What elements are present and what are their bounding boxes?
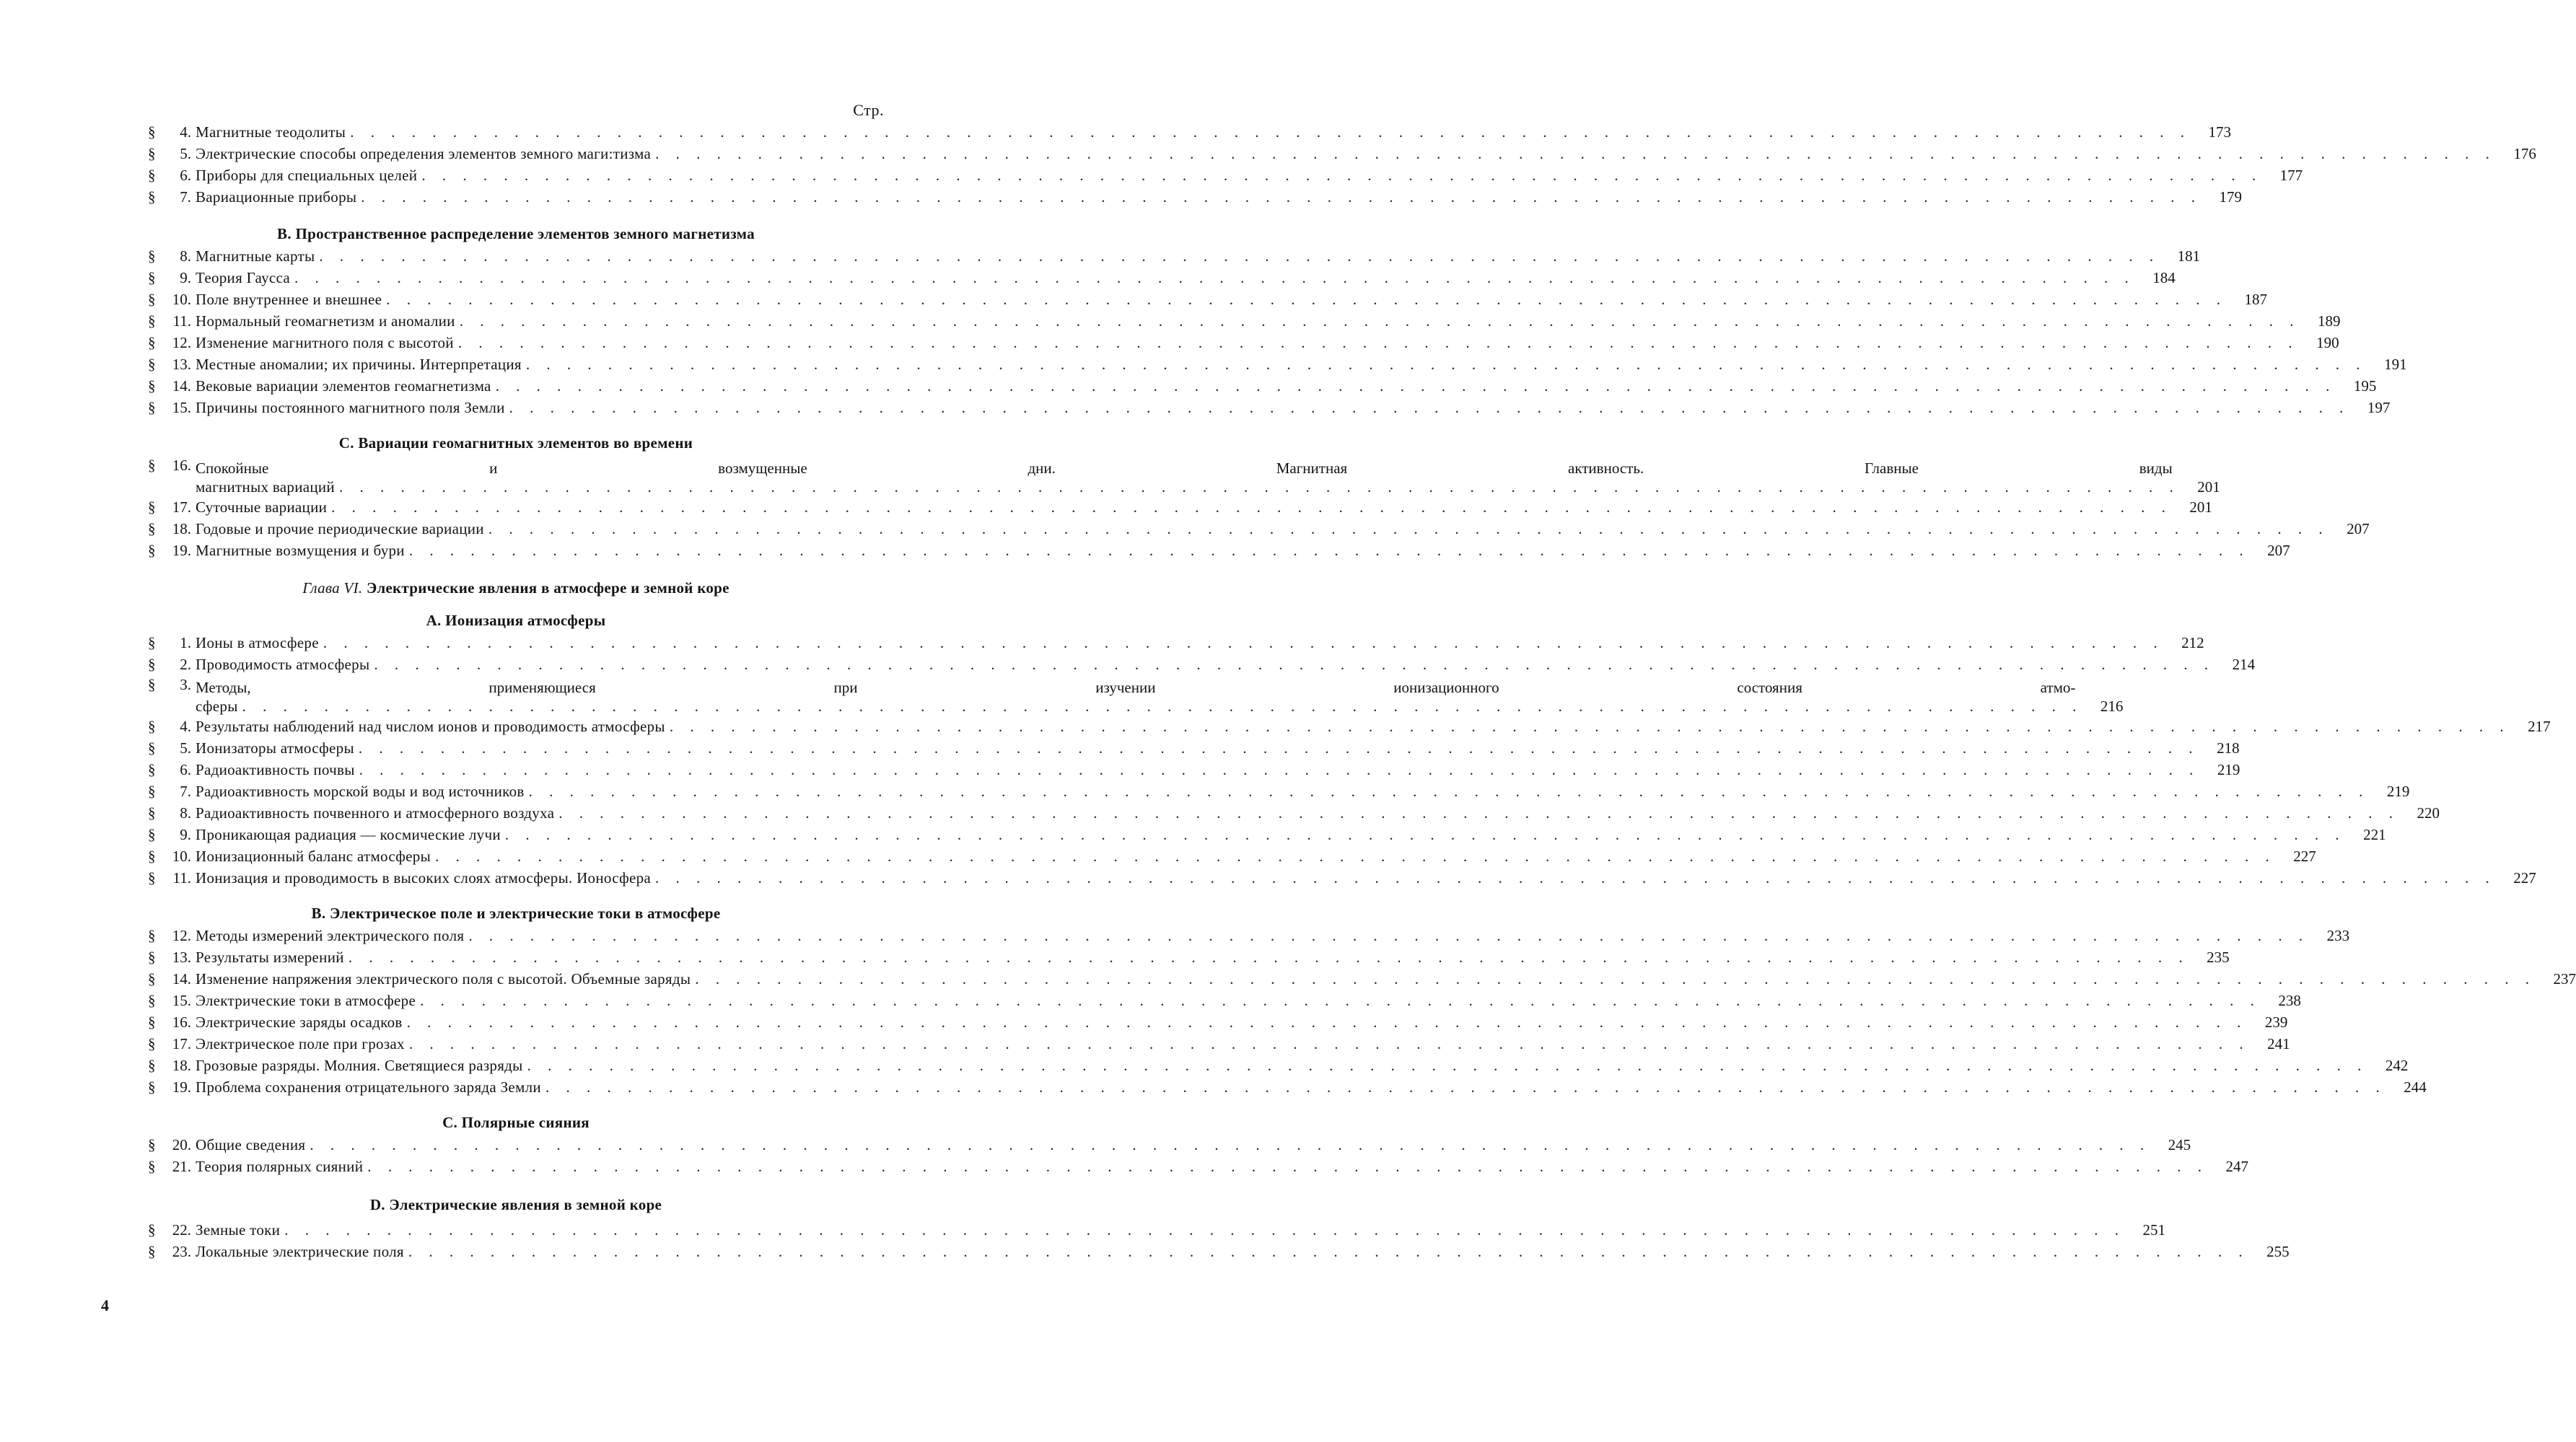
toc-entry <box>148 802 2440 824</box>
ch6-section-d-list <box>148 1219 2290 1262</box>
dot-leader <box>290 267 2135 289</box>
entry-number: 7. <box>180 188 191 206</box>
entry-title: Общие сведения <box>196 1136 306 1153</box>
toc-entry <box>148 824 2386 845</box>
dot-leader <box>319 632 2164 654</box>
entry-page: 216 <box>2100 698 2124 715</box>
section-sign: § <box>148 399 156 416</box>
entry-title: Ионизация и проводимость в высоких слоях атмосферы. Ионосфера <box>196 869 652 887</box>
toc-entry <box>148 946 2230 968</box>
entry-page: 247 <box>2225 1158 2248 1175</box>
entry-number: 13. <box>172 949 191 966</box>
ch6-section-b-list <box>148 925 2576 1098</box>
dot-leader <box>346 121 2191 143</box>
chapter-prefix: Глава VI. <box>302 579 363 597</box>
section-sign: § <box>148 848 156 865</box>
dot-leader <box>491 375 2336 397</box>
section-sign: § <box>148 247 156 265</box>
entry-number: 6. <box>180 167 191 184</box>
entry-page: 244 <box>2404 1078 2427 1096</box>
dot-leader <box>522 353 2367 375</box>
section-sign: § <box>148 634 156 651</box>
entry-page: 184 <box>2152 269 2176 286</box>
dot-leader <box>651 143 2496 164</box>
ch6-section-a-list <box>148 632 2551 889</box>
section-c-list <box>148 456 2370 561</box>
entry-page: 191 <box>2384 356 2407 373</box>
dot-leader <box>554 802 2399 824</box>
entry-number: 12. <box>172 927 191 944</box>
section-sign: § <box>148 970 156 988</box>
entry-page: 217 <box>2528 718 2551 735</box>
entry-title: Нормальный геомагнетизм и аномалии <box>196 312 455 330</box>
section-sign: § <box>148 656 156 673</box>
dot-leader <box>541 1076 2386 1098</box>
dot-leader <box>315 245 2160 267</box>
entry-title: Ионизаторы атмосферы <box>196 739 354 757</box>
dot-leader <box>416 990 2261 1011</box>
entry-number: 18. <box>172 520 191 537</box>
entry-page: 242 <box>2385 1057 2409 1074</box>
entry-number: 5. <box>180 145 191 162</box>
section-heading: С. Вариации геомагнитных элементов во времени <box>338 434 693 452</box>
toc-entry <box>148 737 2240 759</box>
entry-number: 9. <box>180 269 191 286</box>
section-sign: § <box>148 167 156 184</box>
toc-entry <box>148 1033 2290 1055</box>
entry-number: 17. <box>172 1035 191 1052</box>
entry-title: Поле внутреннее и внешнее <box>196 291 382 308</box>
entry-page: 214 <box>2232 656 2256 673</box>
entry-page: 233 <box>2326 927 2350 944</box>
section-heading: В. Электрическое поле и электрические токи в атмосфере <box>311 905 721 922</box>
toc-entry <box>148 925 2350 946</box>
entry-number: 18. <box>172 1057 191 1074</box>
entry-page: 195 <box>2353 377 2377 395</box>
section-b-list <box>148 245 2407 418</box>
section-sign: § <box>148 457 156 474</box>
entry-title-line: магнитных вариаций <box>196 478 335 496</box>
toc-entry <box>148 845 2316 867</box>
entry-page: 177 <box>2279 167 2303 184</box>
toc-entry <box>148 1241 2290 1262</box>
entry-number: 20. <box>172 1136 191 1153</box>
dot-leader <box>404 1241 2249 1262</box>
entry-page: 239 <box>2264 1014 2288 1031</box>
section-sign: § <box>148 334 156 351</box>
entry-number: 13. <box>172 356 191 373</box>
entry-number: 4. <box>180 123 191 141</box>
entry-page: 201 <box>2189 498 2212 516</box>
entry-page: 179 <box>2219 188 2243 206</box>
section-sign: § <box>148 992 156 1009</box>
entry-title: Методы измерений электрического поля <box>196 927 465 944</box>
toc-entry <box>148 353 2407 375</box>
entry-title-line: Методы, применяющиеся при изучении ионизационного состояния атмо- <box>196 679 2076 696</box>
entry-page: 212 <box>2181 634 2204 651</box>
section-sign: § <box>148 1158 156 1175</box>
dot-leader <box>405 1033 2250 1055</box>
toc-entry <box>148 1055 2409 1076</box>
dot-leader <box>501 824 2346 845</box>
entry-title: Суточные вариации <box>196 498 328 516</box>
entry-title: Магнитные карты <box>196 247 315 265</box>
entry-number: 22. <box>172 1221 191 1239</box>
dot-leader <box>455 310 2300 332</box>
entry-title: Земные токи <box>196 1221 281 1239</box>
entry-title: Радиоактивность почвы <box>196 761 355 778</box>
entry-number: 5. <box>180 739 191 757</box>
entry-title: Изменение магнитного поля с высотой <box>196 334 454 351</box>
entry-title: Проблема сохранения отрицательного заряда Земли <box>196 1078 541 1096</box>
toc-entry <box>148 332 2339 353</box>
entry-page: 190 <box>2316 334 2339 351</box>
entry-number: 15. <box>172 992 191 1009</box>
entry-number: 11. <box>172 869 191 887</box>
toc-entry <box>148 716 2551 737</box>
dot-leader <box>403 1011 2248 1033</box>
toc-entry <box>148 121 2231 143</box>
toc-entry <box>148 1134 2191 1156</box>
entry-number: 2. <box>180 656 191 673</box>
entry-title-multiline <box>196 459 2180 496</box>
dot-leader <box>454 332 2299 353</box>
entry-title: Ионы в атмосфере <box>196 634 319 651</box>
dot-leader <box>405 540 2250 561</box>
toc-entry <box>148 245 2201 267</box>
toc-entry <box>148 759 2240 781</box>
entry-title: Местные аномалии; их причины. Интерпретация <box>196 356 522 373</box>
entry-title: Электрические способы определения элементов земного маги:тизма <box>196 145 652 162</box>
entry-page: 221 <box>2363 826 2386 843</box>
entry-number: 23. <box>172 1243 191 1260</box>
entry-number: 11. <box>172 312 191 330</box>
entry-number: 1. <box>180 634 191 651</box>
entry-page: 245 <box>2168 1136 2191 1153</box>
entry-page: 219 <box>2217 761 2240 778</box>
toc-entry <box>148 540 2290 561</box>
dot-leader <box>651 867 2496 889</box>
entry-title-line: Спокойные и возмущенные дни. Магнитная активность. Главные виды <box>196 460 2173 477</box>
section-sign: § <box>148 312 156 330</box>
entry-title: Годовые и прочие периодические вариации <box>196 520 484 537</box>
section-a-tail <box>148 121 2536 208</box>
entry-title: Локальные электрические поля <box>196 1243 404 1260</box>
entry-number: 15. <box>172 399 191 416</box>
entry-page: 227 <box>2513 869 2536 887</box>
entry-page: 237 <box>2553 970 2576 988</box>
section-sign: § <box>148 145 156 162</box>
entry-page: 173 <box>2208 123 2231 141</box>
entry-page: 207 <box>2267 542 2290 559</box>
entry-title: Проникающая радиация — космические лучи <box>196 826 501 843</box>
entry-title: Приборы для специальных целей <box>196 167 418 184</box>
section-sign: § <box>148 1136 156 1153</box>
page-column-label: Стр. <box>853 101 884 119</box>
section-sign: § <box>148 949 156 966</box>
section-sign: § <box>148 356 156 373</box>
entry-number: 16. <box>172 457 191 474</box>
entry-page: 235 <box>2207 949 2230 966</box>
chapter-heading <box>148 577 884 599</box>
entry-page: 220 <box>2417 804 2440 822</box>
dot-leader <box>691 968 2536 990</box>
dot-leader <box>356 186 2202 208</box>
dot-leader <box>464 925 2309 946</box>
toc-entry <box>148 632 2204 654</box>
entry-number: 7. <box>180 783 191 800</box>
section-sign: § <box>148 1221 156 1239</box>
dot-leader <box>505 397 2350 418</box>
section-sign: § <box>148 498 156 516</box>
entry-page: 238 <box>2278 992 2301 1009</box>
dot-leader <box>344 946 2189 968</box>
entry-number: 8. <box>180 804 191 822</box>
section-heading: А. Ионизация атмосферы <box>426 612 606 629</box>
entry-title: Вековые вариации элементов геомагнетизма <box>196 377 491 395</box>
section-sign: § <box>148 123 156 141</box>
entry-page: 201 <box>2197 478 2220 496</box>
entry-number: 3. <box>180 676 191 693</box>
entry-page: 207 <box>2347 520 2370 537</box>
entry-title: Радиоактивность морской воды и вод источников <box>196 783 525 800</box>
entry-title: Радиоактивность почвенного и атмосферного воздуха <box>196 804 555 822</box>
toc-entry <box>148 143 2536 164</box>
section-sign: § <box>148 869 156 887</box>
entry-title: Теория Гаусса <box>196 269 290 286</box>
entry-page: 187 <box>2244 291 2267 308</box>
dot-leader <box>665 716 2510 737</box>
toc-entry <box>148 654 2256 675</box>
entry-number: 16. <box>172 1014 191 1031</box>
section-sign: § <box>148 1035 156 1052</box>
entry-number: 10. <box>172 848 191 865</box>
entry-title: Грозовые разряды. Молния. Светящиеся разряды <box>196 1057 523 1074</box>
entry-number: 12. <box>172 334 191 351</box>
entry-title: Ионизационный баланс атмосферы <box>196 848 431 865</box>
dot-leader <box>484 518 2329 540</box>
entry-number: 9. <box>180 826 191 843</box>
entry-title-multiline <box>196 678 2082 716</box>
dot-leader <box>335 478 2180 496</box>
section-sign: § <box>148 377 156 395</box>
section-sign: § <box>148 520 156 537</box>
toc-entry <box>148 1156 2248 1177</box>
entry-title: Вариационные приборы <box>196 188 357 206</box>
entry-page: 218 <box>2217 739 2240 757</box>
entry-page: 176 <box>2513 145 2536 162</box>
dot-leader <box>431 845 2276 867</box>
section-sign: § <box>148 542 156 559</box>
ch6-section-c-list <box>148 1134 2248 1177</box>
dot-leader <box>523 1055 2368 1076</box>
dot-leader <box>417 164 2262 186</box>
dot-leader <box>280 1219 2125 1241</box>
entry-title: Магнитные возмущения и бури <box>196 542 405 559</box>
toc-entry <box>148 186 2243 208</box>
entry-number: 14. <box>172 377 191 395</box>
toc-entry <box>148 1011 2288 1033</box>
toc-entry <box>148 968 2576 990</box>
entry-title: Теория полярных сияний <box>196 1158 364 1175</box>
dot-leader <box>305 1134 2150 1156</box>
entry-title-line: сферы <box>196 698 238 715</box>
toc-entry <box>148 496 2212 518</box>
section-sign: § <box>148 1057 156 1074</box>
section-sign: § <box>148 188 156 206</box>
dot-leader <box>525 781 2370 802</box>
toc-entry <box>148 310 2341 332</box>
section-sign: § <box>148 826 156 843</box>
entry-number: 17. <box>172 498 191 516</box>
entry-page: 227 <box>2293 848 2316 865</box>
dot-leader <box>382 289 2227 310</box>
section-heading: С. Полярные сияния <box>442 1114 590 1131</box>
toc-entry <box>148 397 2391 418</box>
section-heading: D. Электрические явления в земной коре <box>369 1196 662 1213</box>
toc-entry <box>148 456 2220 496</box>
entry-number: 4. <box>180 718 191 735</box>
entry-title: Причины постоянного магнитного поля Земли <box>196 399 505 416</box>
dot-leader <box>355 759 2200 781</box>
entry-title: Изменение напряжения электрического поля с высотой. Объемные заряды <box>196 970 691 988</box>
section-sign: § <box>148 739 156 757</box>
dot-leader <box>354 737 2199 759</box>
entry-number: 6. <box>180 761 191 778</box>
section-sign: § <box>148 1078 156 1096</box>
toc-entry <box>148 375 2377 397</box>
entry-number: 14. <box>172 970 191 988</box>
section-sign: § <box>148 269 156 286</box>
entry-number: 8. <box>180 247 191 265</box>
section-sign: § <box>148 291 156 308</box>
section-sign: § <box>148 927 156 944</box>
toc-entry <box>148 267 2176 289</box>
section-heading: В. Пространственное распределение элементов земного магнетизма <box>277 225 755 242</box>
table-of-contents <box>148 100 2576 1262</box>
toc-entry <box>148 781 2410 802</box>
section-sign: § <box>148 1014 156 1031</box>
chapter-title: Электрические явления в атмосфере и земной коре <box>367 579 730 597</box>
entry-title: Электрические заряды осадков <box>196 1014 403 1031</box>
toc-entry <box>148 164 2303 186</box>
entry-page: 241 <box>2267 1035 2290 1052</box>
section-sign: § <box>148 761 156 778</box>
toc-entry <box>148 990 2301 1011</box>
entry-page: 251 <box>2142 1221 2165 1239</box>
section-sign: § <box>148 718 156 735</box>
entry-page: 189 <box>2317 312 2341 330</box>
toc-entry <box>148 1076 2427 1098</box>
entry-page: 181 <box>2177 247 2201 265</box>
entry-title: Электрическое поле при грозах <box>196 1035 405 1052</box>
entry-page: 197 <box>2367 399 2391 416</box>
dot-leader <box>327 496 2172 518</box>
toc-entry <box>148 1219 2165 1241</box>
entry-number: 19. <box>172 542 191 559</box>
entry-number: 21. <box>172 1158 191 1175</box>
entry-title: Результаты наблюдений над числом ионов и проводимость атмосферы <box>196 718 665 735</box>
toc-entry <box>148 518 2370 540</box>
entry-page: 219 <box>2386 783 2410 800</box>
toc-entry <box>148 867 2536 889</box>
toc-entry <box>148 289 2267 310</box>
section-sign: § <box>148 804 156 822</box>
page-number: 4 <box>101 1296 109 1314</box>
entry-number: 19. <box>172 1078 191 1096</box>
toc-entry <box>148 675 2124 716</box>
entry-number: 10. <box>172 291 191 308</box>
section-sign: § <box>148 783 156 800</box>
entry-title: Проводимость атмосферы <box>196 656 370 673</box>
dot-leader <box>363 1156 2208 1177</box>
entry-title: Результаты измерений <box>196 949 344 966</box>
section-sign: § <box>148 676 156 693</box>
dot-leader <box>238 697 2083 716</box>
entry-title: Магнитные теодолиты <box>196 123 346 141</box>
entry-title: Электрические токи в атмосфере <box>196 992 416 1009</box>
dot-leader <box>369 654 2214 675</box>
entry-page: 255 <box>2266 1243 2290 1260</box>
section-sign: § <box>148 1243 156 1260</box>
